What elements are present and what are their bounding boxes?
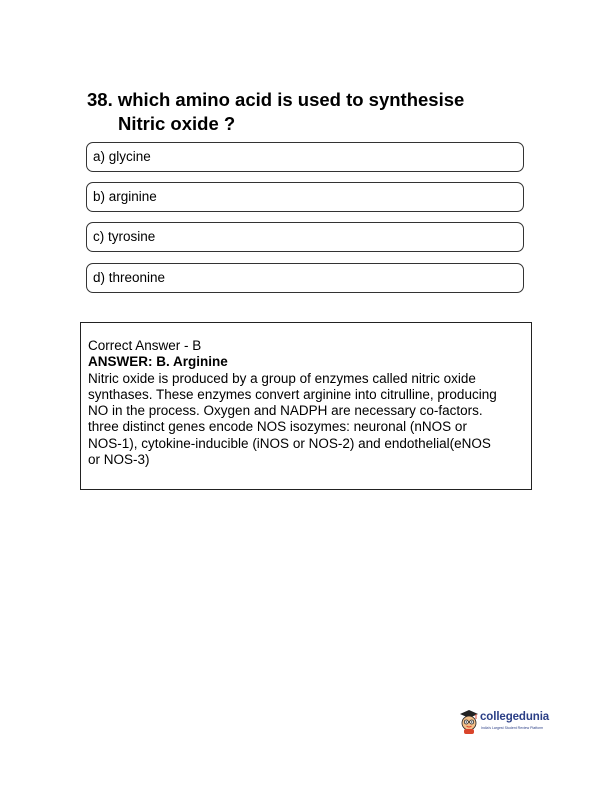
answer-box bbox=[80, 322, 532, 490]
explanation-line: NO in the process. Oxygen and NADPH are necessary co-factors. bbox=[88, 403, 483, 419]
option-b[interactable]: b) arginine bbox=[86, 182, 524, 212]
explanation-line: three distinct genes encode NOS isozymes: neuronal (nNOS or bbox=[88, 419, 467, 435]
answer-heading: ANSWER: B. Arginine bbox=[88, 354, 228, 370]
explanation-line: or NOS-3) bbox=[88, 452, 150, 468]
question-text bbox=[87, 88, 527, 136]
collegedunia-logo bbox=[458, 708, 558, 742]
option-d[interactable]: d) threonine bbox=[86, 263, 524, 293]
explanation-line: synthases. These enzymes convert arginine into citrulline, producing bbox=[88, 386, 497, 402]
correct-answer-label: Correct Answer - B bbox=[88, 338, 202, 353]
question-line-1: 38. which amino acid is used to synthesise bbox=[87, 89, 465, 110]
explanation-line: Nitric oxide is produced by a group of enzymes called nitric oxide bbox=[88, 370, 476, 386]
logo-text: collegedunia bbox=[480, 711, 550, 723]
explanation-line: NOS-1), cytokine-inducible (iNOS or NOS-2) and endothelial(eNOS bbox=[88, 435, 491, 451]
option-a[interactable]: a) glycine bbox=[86, 142, 524, 172]
option-c[interactable]: c) tyrosine bbox=[86, 222, 524, 252]
question-line-2: Nitric oxide ? bbox=[118, 113, 236, 134]
logo-tagline: India's Largest Student Review Platform bbox=[481, 726, 544, 730]
mascot-icon bbox=[458, 708, 480, 734]
